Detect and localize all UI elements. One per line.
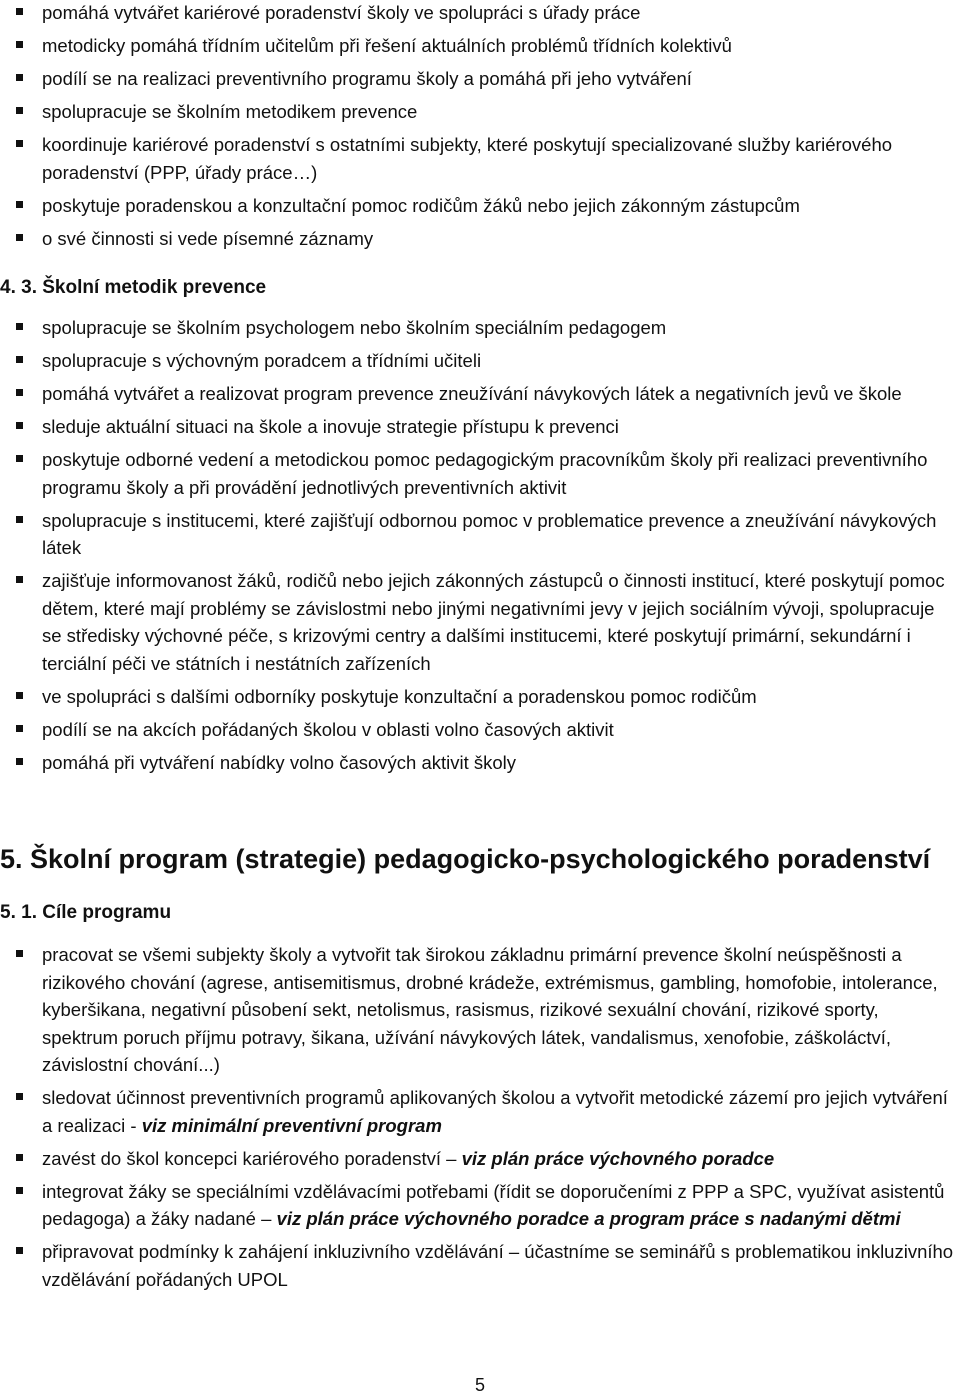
page-number: 5 xyxy=(474,1375,485,1395)
square-bullet-icon xyxy=(16,41,23,48)
bullet-list-prevention-methodist xyxy=(0,314,960,782)
list-item: pracovat se všemi subjekty školy a vytvořit tak širokou základnu primární prevence školní neúspěšnosti a rizikového chování (agrese, antisemitismus, drobné krádeže, extrémismus, gambling, homofobie, intolerance, kyberšikana, negativní působení sekt, netolismus, rasismus, rizikové sexuální chování, rizikové sporty, spektrum poruch příjmu potravy, šikana, užívání návykových látek, vandalismus, xenofobie, záškoláctví, závislostní chování...) xyxy=(0,941,960,1079)
square-bullet-icon xyxy=(16,8,23,15)
list-item: pomáhá vytvářet a realizovat program prevence zneužívání návykových látek a negativních jevů ve škole xyxy=(0,380,960,408)
square-bullet-icon xyxy=(16,107,23,114)
list-item: o své činnosti si vede písemné záznamy xyxy=(0,225,960,253)
list-item: pomáhá při vytváření nabídky volno časových aktivit školy xyxy=(0,749,960,777)
square-bullet-icon xyxy=(16,725,23,732)
list-item: sledovat účinnost preventivních programů aplikovaných školou a vytvořit metodické zázemí pro jejich vytváření a realizaci - viz minimální preventivní program xyxy=(0,1084,960,1139)
list-item: spolupracuje se školním psychologem nebo školním speciálním pedagogem xyxy=(0,314,960,342)
emphasis-reference: viz minimální preventivní program xyxy=(141,1114,442,1136)
list-item: ve spolupráci s dalšími odborníky poskytuje konzultační a poradenskou pomoc rodičům xyxy=(0,683,960,711)
square-bullet-icon xyxy=(16,576,23,583)
square-bullet-icon xyxy=(16,1247,23,1254)
square-bullet-icon xyxy=(16,201,23,208)
list-item: poskytuje poradenskou a konzultační pomoc rodičům žáků nebo jejich zákonným zástupcům xyxy=(0,192,960,220)
list-item: podílí se na akcích pořádaných školou v oblasti volno časových aktivit xyxy=(0,716,960,744)
square-bullet-icon xyxy=(16,692,23,699)
bullet-list-counselor-duties xyxy=(0,0,960,258)
list-item: spolupracuje s institucemi, které zajišťují odbornou pomoc v problematice prevence a zneužívání návykových látek xyxy=(0,507,960,562)
square-bullet-icon xyxy=(16,422,23,429)
square-bullet-icon xyxy=(16,1093,23,1100)
list-item: připravovat podmínky k zahájení inkluzivního vzdělávání – účastníme se seminářů s problematikou inkluzivního vzdělávání pořádaných UPOL xyxy=(0,1238,960,1293)
section-heading-5-1: 5. 1. Cíle programu xyxy=(0,902,172,923)
section-heading-5: 5. Školní program (strategie) pedagogicko-psychologického poradenství xyxy=(0,844,931,874)
square-bullet-icon xyxy=(16,234,23,241)
list-item: zavést do škol koncepci kariérového poradenství – viz plán práce výchovného poradce xyxy=(0,1145,960,1173)
list-item: spolupracuje se školním metodikem prevence xyxy=(0,98,960,126)
bullet-list-program-goals xyxy=(0,941,960,1299)
square-bullet-icon xyxy=(16,140,23,147)
square-bullet-icon xyxy=(16,455,23,462)
list-item: pomáhá vytvářet kariérové poradenství školy ve spolupráci s úřady práce xyxy=(0,0,960,27)
square-bullet-icon xyxy=(16,323,23,330)
list-item: zajišťuje informovanost žáků, rodičů nebo jejich zákonných zástupců o činnosti institucí, které poskytují pomoc dětem, které mají problémy se závislostmi nebo jinými negativními jevy v jejich sociálním vývoji, spolupracuje se středisky výchovné péče, s krizovými centry a dalšími institucemi, které poskytují primární, sekundární i terciální péči ve státních i nestátních zařízeních xyxy=(0,567,960,677)
list-item: koordinuje kariérové poradenství s ostatními subjekty, které poskytují specializované služby kariérového poradenství (PPP, úřady práce…) xyxy=(0,131,960,186)
square-bullet-icon xyxy=(16,1154,23,1161)
emphasis-reference: viz plán práce výchovného poradce a program práce s nadanými dětmi xyxy=(276,1208,901,1229)
list-item: spolupracuje s výchovným poradcem a třídními učiteli xyxy=(0,347,960,375)
emphasis-reference: viz plán práce výchovného poradce xyxy=(461,1147,775,1169)
list-item: integrovat žáky se speciálními vzdělávacími potřebami (řídit se doporučeními z PPP a SPC, využívat asistentů pedagoga) a žáky nadané – viz plán práce výchovného poradce a program práce s nadanými dětmi xyxy=(0,1178,960,1233)
list-item: poskytuje odborné vedení a metodickou pomoc pedagogickým pracovníkům školy při realizaci preventivního programu školy a při provádění jednotlivých preventivních aktivit xyxy=(0,446,960,501)
section-heading-4-3: 4. 3. Školní metodik prevence xyxy=(0,277,267,298)
square-bullet-icon xyxy=(16,356,23,363)
square-bullet-icon xyxy=(16,950,23,957)
square-bullet-icon xyxy=(16,389,23,396)
list-item: podílí se na realizaci preventivního programu školy a pomáhá při jeho vytváření xyxy=(0,65,960,93)
square-bullet-icon xyxy=(16,516,23,523)
list-item: metodicky pomáhá třídním učitelům při řešení aktuálních problémů třídních kolektivů xyxy=(0,32,960,60)
square-bullet-icon xyxy=(16,74,23,81)
list-item: sleduje aktuální situaci na škole a inovuje strategie přístupu k prevenci xyxy=(0,413,960,441)
square-bullet-icon xyxy=(16,758,23,765)
square-bullet-icon xyxy=(16,1187,23,1194)
